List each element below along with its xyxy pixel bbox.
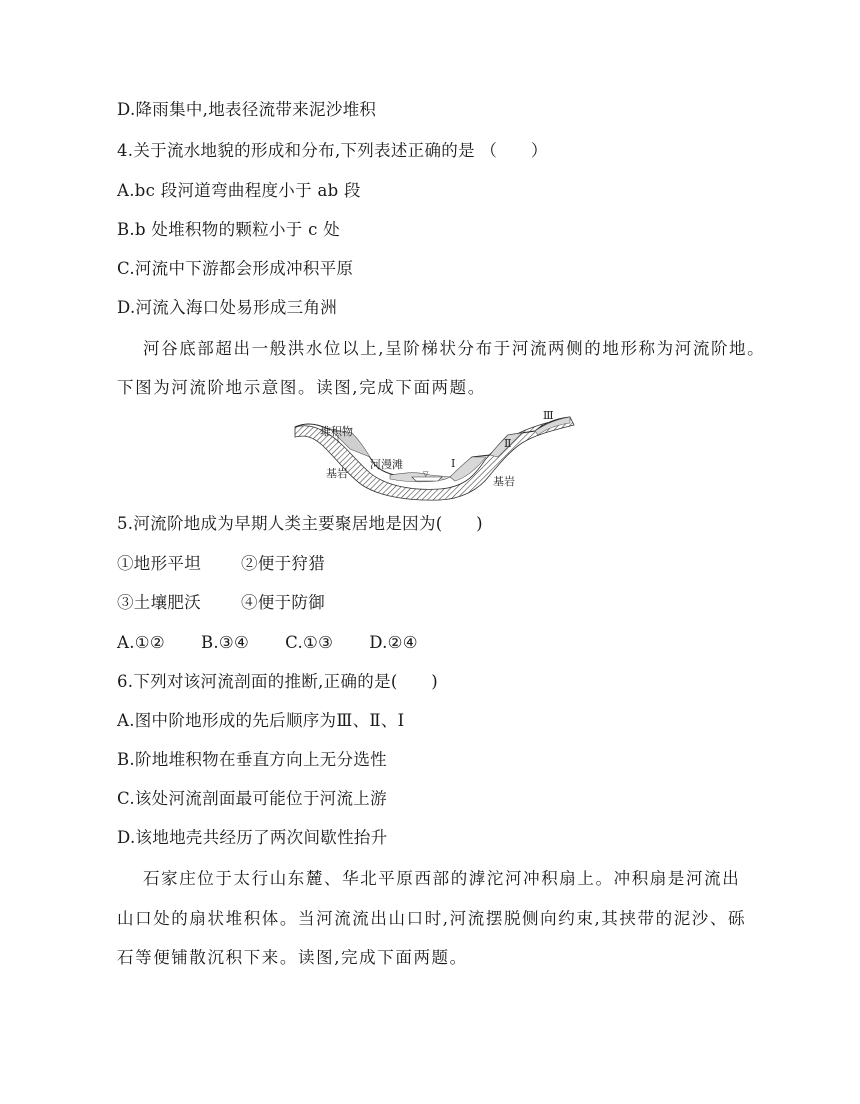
q4-option-c: C.河流中下游都会形成冲积平原 — [117, 259, 354, 278]
label-deposit: 堆积物 — [320, 425, 353, 438]
label-terrace-2: Ⅱ — [504, 437, 512, 450]
passage1-line1: 河谷底部超出一般洪水位以上,呈阶梯状分布于河流两侧的地形称为河流阶地。 — [143, 339, 766, 358]
q5-statement-4: ④便于防御 — [241, 593, 325, 612]
q4-option-d: D.河流入海口处易形成三角洲 — [117, 298, 338, 317]
passage2-line2: 山口处的扇状堆积体。当河流流出山口时,河流摆脱侧向约束,其挟带的泥沙、砾 — [117, 909, 747, 928]
q6-stem: 6.下列对该河流剖面的推断,正确的是( ) — [117, 672, 438, 691]
q5-statements-row2 — [117, 592, 325, 614]
label-terrace-1: Ⅰ — [451, 457, 456, 470]
q3-option-d: D.降雨集中,地表径流带来泥沙堆积 — [117, 100, 377, 119]
label-bedrock-right: 基岩 — [493, 475, 515, 488]
q5-option-b: B.③④ — [200, 633, 250, 652]
water-level-mark: ▽ — [423, 470, 429, 478]
label-floodplain: 河漫滩 — [370, 458, 403, 471]
q6-option-d: D.该地地壳共经历了两次间歇性抬升 — [117, 828, 388, 847]
q6-option-b: B.阶地堆积物在垂直方向上无分选性 — [117, 750, 387, 769]
q4-stem: 4.关于流水地貌的形成和分布,下列表述正确的是 （ ） — [117, 141, 548, 160]
q5-statement-1: ①地形平坦 — [117, 554, 201, 573]
passage2-line3: 石等便铺散沉积下来。读图,完成下面两题。 — [117, 948, 468, 967]
q6-option-a: A.图中阶地形成的先后顺序为Ⅲ、Ⅱ、Ⅰ — [117, 711, 405, 730]
river-terrace-diagram — [290, 405, 580, 501]
passage2-line1: 石家庄位于太行山东麓、华北平原西部的滹沱河冲积扇上。冲积扇是河流出 — [143, 869, 741, 888]
q5-statements-row1 — [117, 553, 325, 575]
q5-option-c: C.①③ — [285, 633, 334, 652]
q5-option-d: D.②④ — [369, 633, 418, 652]
q4-option-a: A.bc 段河道弯曲程度小于 ab 段 — [117, 181, 361, 200]
q5-statement-3: ③土壤肥沃 — [117, 593, 201, 612]
q5-stem: 5.河流阶地成为早期人类主要聚居地是因为( ) — [117, 514, 483, 533]
q4-option-b: B.b 处堆积物的颗粒小于 c 处 — [117, 220, 341, 239]
label-bedrock-left: 基岩 — [326, 467, 348, 480]
q5-option-a: A.①② — [117, 633, 165, 652]
passage1-line2: 下图为河流阶地示意图。读图,完成下面两题。 — [117, 378, 486, 397]
q6-option-c: C.该处河流剖面最可能位于河流上游 — [117, 789, 387, 808]
q5-statement-2: ②便于狩猎 — [241, 554, 325, 573]
q5-options — [117, 632, 418, 654]
label-terrace-3: Ⅲ — [543, 409, 554, 422]
